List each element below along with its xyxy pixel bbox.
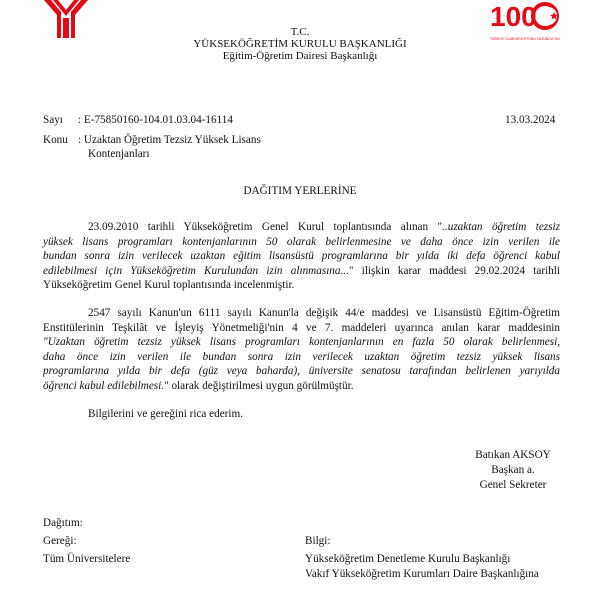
- paragraph-1-line-5: Yükseköğretim Genel Kurul toplantısında incelenmiştir.: [43, 279, 295, 291]
- header-country: T.C.: [290, 26, 310, 38]
- paragraph-1-line-2: yüksek lisans programları kontenjanlarının 50 olarak belirlenmesine ve daha önce izin verilen ile: [43, 235, 560, 248]
- paragraph-1-line-4: edilebilmesi için Yükseköğretim Kurulundan izin alınmasına..." ilişkin karar maddesi 29.02.2024 tarihli: [43, 264, 560, 277]
- paragraph-2-line-5: programlarına yılda bir defa (güz veya baharda), üniversite senatosu tarafından belirlenen yarıyılda: [43, 365, 560, 377]
- sayi-label: Sayı: [43, 114, 63, 126]
- distribution-label: Dağıtım:: [43, 517, 83, 529]
- yok-logo: [44, 0, 88, 42]
- closing-sentence: Bilgilerini ve gereğini rica ederim.: [88, 408, 244, 420]
- konu-value-line1: : Uzaktan Öğretim Tezsiz Yüksek Lisans: [78, 134, 261, 146]
- sayi-value: : E-75850160-104.01.03.04-16114: [78, 114, 233, 126]
- paragraph-2-line-2: Enstitülerinin Teşkilât ve İşleyiş Yönetmeliği'nin 4 ve 7. maddeleri uyarınca anılan karar maddesinin: [43, 321, 560, 334]
- header-department: Eğitim-Öğretim Dairesi Başkanlığı: [222, 50, 378, 62]
- recipients-heading: DAĞITIM YERLERİNE: [243, 185, 357, 197]
- signatory-title-1: Başkan a.: [491, 464, 535, 476]
- bilgi-item-2: Vakıf Yükseköğretim Kurumları Daire Başkanlığına: [305, 568, 539, 580]
- document-date: 13.03.2024: [505, 114, 556, 126]
- anniversary-logo: [490, 0, 560, 44]
- paragraph-2-line-1: 2547 sayılı Kanun'un 6111 sayılı Kanun'la değişik 44/e maddesi ve Lisansüstü Eğitim-Öğretim: [88, 307, 560, 319]
- header-institution: YÜKSEKÖĞRETİM KURULU BAŞKANLIĞI: [193, 38, 407, 50]
- paragraph-2-line-3: "Uzaktan öğretim tezsiz yüksek lisans programları kontenjanlarının en fazla 50 olarak belirlenmesi,: [43, 336, 560, 348]
- paragraph-1-line-1: 23.09.2010 tarihli Yükseköğretim Genel Kurul toplantısında alınan "..uzaktan öğretim tezsiz: [88, 221, 561, 233]
- gerei-item: Tüm Üniversitelere: [43, 553, 131, 565]
- anniversary-caption: TÜRKİYE CUMHURİYETİ'NİN YÜZÜNCÜ YILI: [490, 37, 561, 41]
- paragraph-1-line-3: bundan sonra izin verilecek uzaktan eğitim lisansüstü programlarına bir yılda iki defa öğrenci kabul: [43, 250, 560, 262]
- anniversary-emblem-icon: [490, 0, 560, 32]
- paragraph-2-line-6: öğrenci kabul edilebilmesi." olarak değiştirilmesi uygun görülmüştür.: [43, 379, 354, 392]
- signatory-title-2: Genel Sekreter: [479, 479, 547, 491]
- yok-logo-icon: [44, 0, 88, 42]
- konu-label: Konu: [43, 134, 68, 146]
- anniversary-number: 100: [490, 1, 537, 32]
- konu-value-line2: Kontenjanları: [88, 148, 150, 160]
- signatory-name: Batıkan AKSOY: [475, 449, 551, 461]
- paragraph-2-line-4: daha önce izin verilen ile bundan sonra izin verilecek uzaktan öğretim tezsiz yüksek lisans: [43, 350, 560, 363]
- bilgi-item-1: Yükseköğretim Denetleme Kurulu Başkanlığı: [305, 553, 511, 565]
- bilgi-label: Bilgi:: [305, 535, 331, 547]
- gerei-label: Gereği:: [43, 535, 77, 547]
